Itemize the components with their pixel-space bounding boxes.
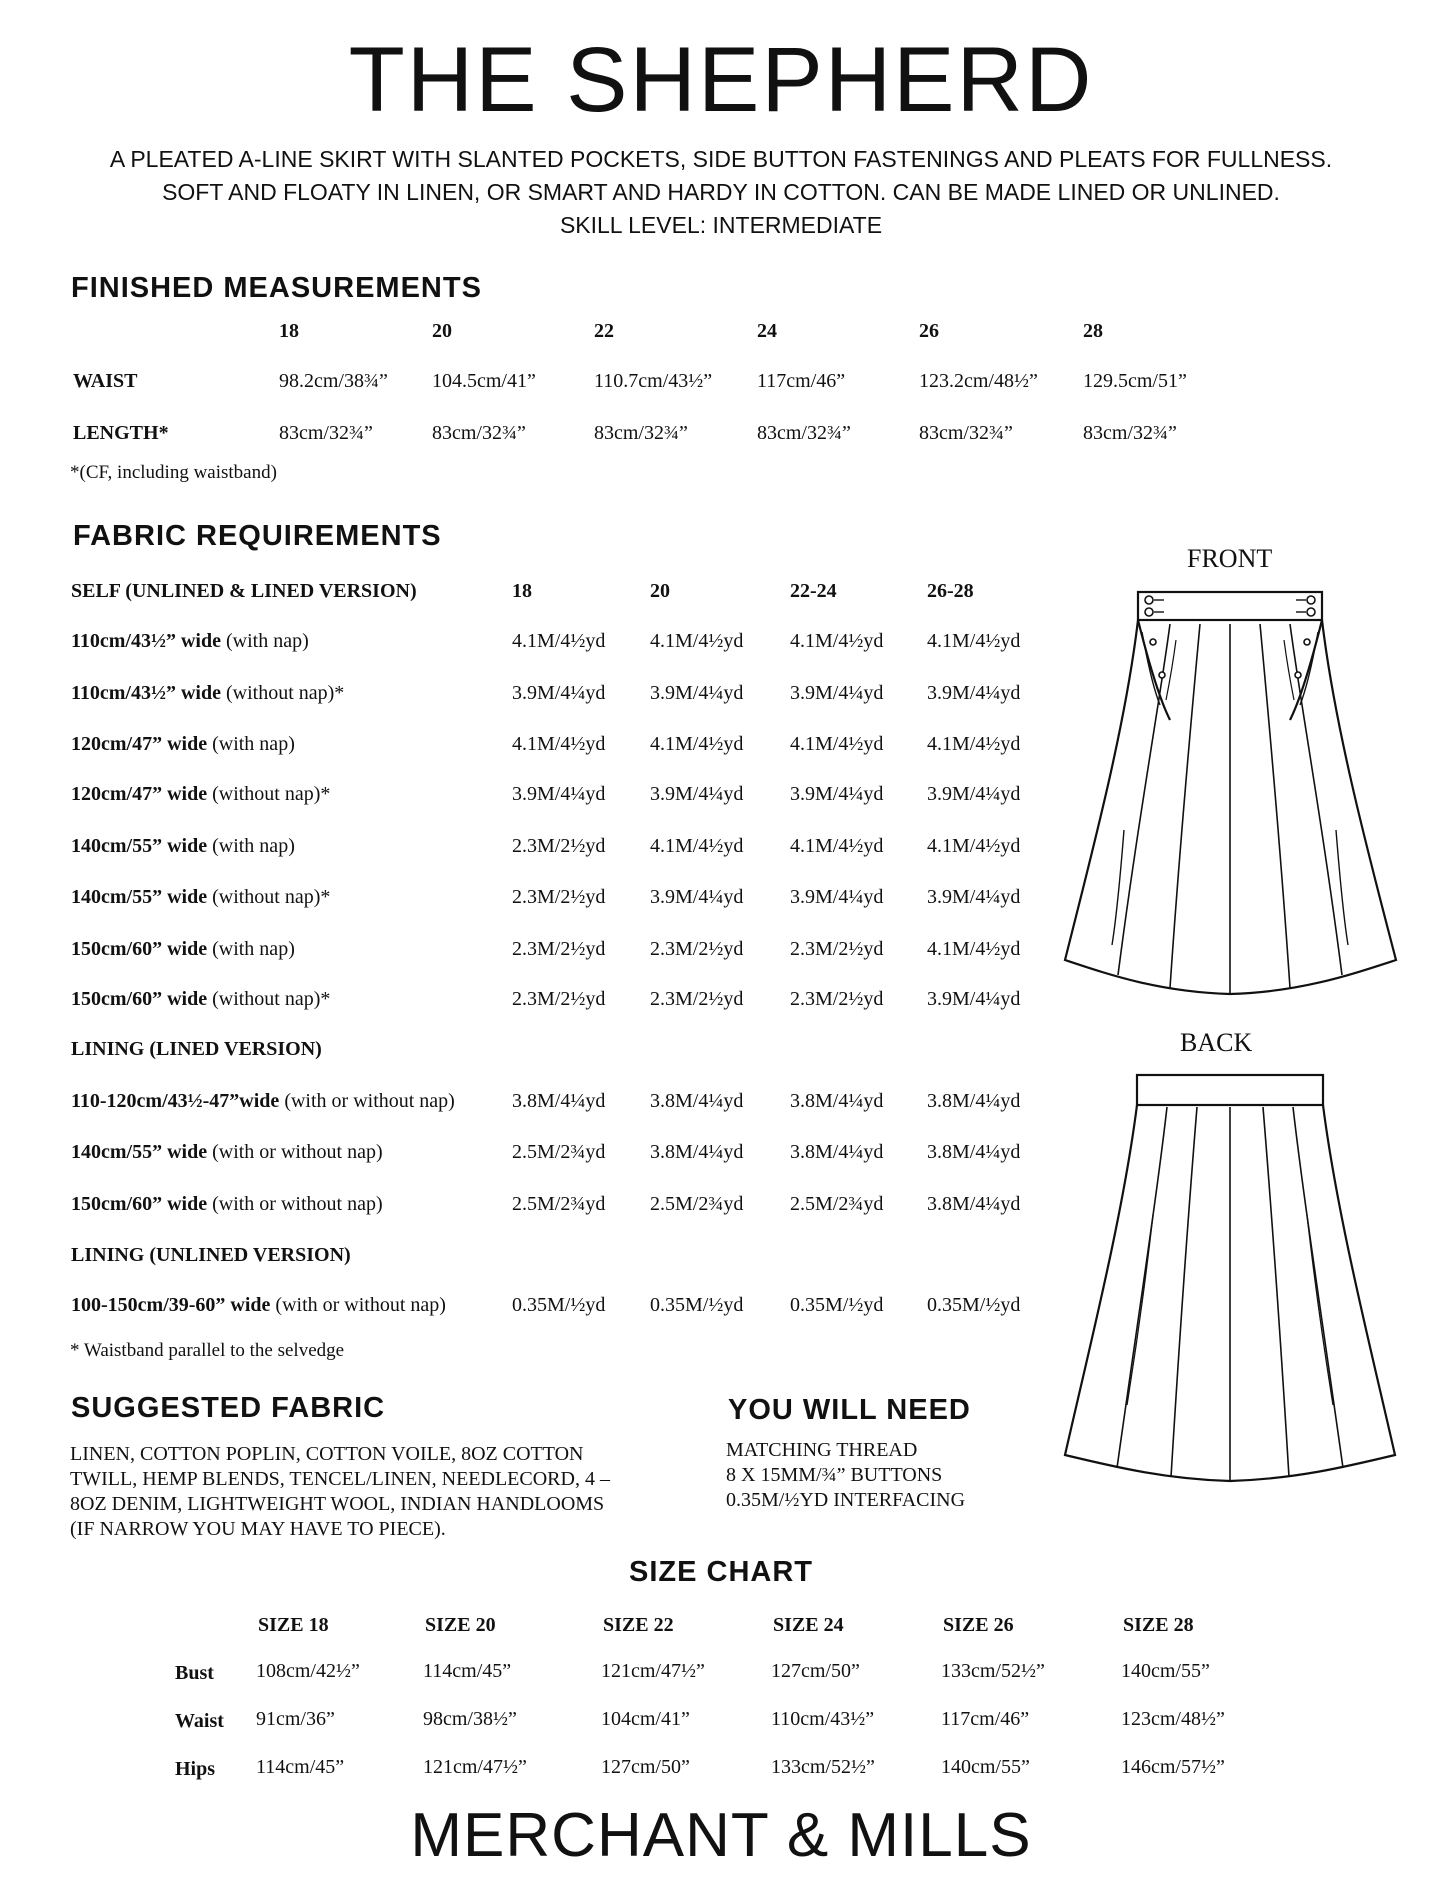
fabric-cell: 3.8M/4¼yd: [927, 1090, 1021, 1112]
finished-size-header: 18: [279, 320, 299, 342]
fabric-width: 120cm/47” wide: [71, 783, 208, 805]
fabric-cell: 4.1M/4½yd: [650, 630, 744, 652]
fabric-note: * Waistband parallel to the selvedge: [70, 1340, 345, 1361]
need-item: MATCHING THREAD: [726, 1439, 918, 1461]
finished-note: *(CF, including waistband): [70, 462, 277, 483]
size-chart-cell: 133cm/52½”: [771, 1756, 875, 1778]
size-chart-header: SIZE 20: [425, 1614, 496, 1636]
fabric-width: 110cm/43½” wide: [71, 630, 221, 652]
fabric-cell: 4.1M/4½yd: [790, 733, 884, 755]
size-chart-row-label: Bust: [175, 1662, 214, 1684]
suggested-line: 8OZ DENIM, LIGHTWEIGHT WOOL, INDIAN HANDLOOMS: [70, 1493, 605, 1515]
fabric-size-header: 18: [512, 580, 532, 602]
fabric-row-label: [71, 835, 295, 858]
fabric-cell: 3.8M/4¼yd: [790, 1141, 884, 1163]
fabric-nap-note: (with nap): [207, 835, 295, 857]
fabric-size-header: 20: [650, 580, 670, 602]
fabric-cell: 3.9M/4¼yd: [790, 783, 884, 805]
page-title: THE SHEPHERD: [348, 29, 1094, 131]
finished-size-header: 28: [1083, 320, 1103, 342]
fabric-row-label: [71, 783, 330, 806]
fabric-width: 150cm/60” wide: [71, 938, 208, 960]
fabric-cell: 3.8M/4¼yd: [650, 1090, 744, 1112]
size-chart-cell: 133cm/52½”: [941, 1660, 1045, 1682]
fabric-cell: 3.8M/4¼yd: [650, 1141, 744, 1163]
size-chart-cell: 114cm/45”: [256, 1756, 345, 1778]
size-chart-cell: 91cm/36”: [256, 1708, 335, 1730]
fabric-cell: 2.5M/2¾yd: [790, 1193, 884, 1215]
fabric-cell: 4.1M/4½yd: [650, 835, 744, 857]
fabric-nap-note: (with or without nap): [279, 1090, 455, 1112]
fabric-row-label: [71, 733, 295, 756]
size-chart-heading: SIZE CHART: [629, 1556, 813, 1588]
size-chart-header: SIZE 26: [943, 1614, 1014, 1636]
fabric-nap-note: (without nap)*: [221, 682, 345, 704]
fabric-cell: 3.9M/4¼yd: [790, 682, 884, 704]
size-chart-row-label: Waist: [175, 1710, 224, 1732]
size-chart-cell: 146cm/57½”: [1121, 1756, 1225, 1778]
fabric-cell: 4.1M/4½yd: [927, 733, 1021, 755]
size-chart-row-label: Hips: [175, 1758, 216, 1780]
fabric-cell: 3.9M/4¼yd: [512, 783, 606, 805]
fabric-nap-note: (with nap): [221, 630, 309, 652]
fabric-size-header: 26-28: [927, 580, 974, 602]
suggested-fabric-text: [70, 1442, 610, 1542]
fabric-width: 110cm/43½” wide: [71, 682, 221, 704]
fabric-cell: 2.5M/2¾yd: [512, 1193, 606, 1215]
fabric-cell: 4.1M/4½yd: [650, 733, 744, 755]
finished-measurements-heading: FINISHED MEASUREMENTS: [71, 272, 482, 304]
fabric-cell: 2.3M/2½yd: [650, 988, 744, 1010]
brand-logo-text: MERCHANT & MILLS: [410, 1801, 1032, 1870]
fabric-cell: 3.8M/4¼yd: [927, 1141, 1021, 1163]
fabric-cell: 3.8M/4¼yd: [927, 1193, 1021, 1215]
finished-cell: 83cm/32¾”: [279, 422, 373, 444]
fabric-cell: 2.5M/2¾yd: [512, 1141, 606, 1163]
finished-size-header: 24: [757, 320, 777, 342]
fabric-cell: 2.3M/2½yd: [512, 886, 606, 908]
fabric-row-label: [71, 1193, 383, 1216]
fabric-cell: 0.35M/½yd: [790, 1294, 884, 1316]
fabric-cell: 0.35M/½yd: [512, 1294, 606, 1316]
size-chart-cell: 140cm/55”: [941, 1756, 1030, 1778]
fabric-nap-note: (without nap)*: [207, 783, 331, 805]
size-chart-header: SIZE 24: [773, 1614, 844, 1636]
size-chart-cell: 114cm/45”: [423, 1660, 512, 1682]
need-item: 0.35M/½YD INTERFACING: [726, 1489, 966, 1511]
size-chart-cell: 123cm/48½”: [1121, 1708, 1225, 1730]
size-chart-cell: 110cm/43½”: [771, 1708, 875, 1730]
finished-cell: 129.5cm/51”: [1083, 370, 1187, 392]
skill-level: SKILL LEVEL: INTERMEDIATE: [559, 212, 883, 238]
fabric-cell: 2.3M/2½yd: [512, 988, 606, 1010]
fabric-cell: 4.1M/4½yd: [512, 630, 606, 652]
fabric-nap-note: (with or without nap): [207, 1141, 383, 1163]
fabric-cell: 4.1M/4½yd: [790, 630, 884, 652]
fabric-nap-note: (with or without nap): [207, 1193, 383, 1215]
fabric-row-label: [71, 938, 295, 961]
fabric-cell: 3.8M/4¼yd: [790, 1090, 884, 1112]
fabric-width: 150cm/60” wide: [71, 1193, 208, 1215]
self-fabric-heading: SELF (UNLINED & LINED VERSION): [71, 580, 417, 602]
size-chart-cell: 117cm/46”: [941, 1708, 1030, 1730]
fabric-cell: 4.1M/4½yd: [512, 733, 606, 755]
need-item: 8 X 15MM/¾” BUTTONS: [726, 1464, 943, 1486]
finished-size-header: 26: [919, 320, 939, 342]
intro-line-2: SOFT AND FLOATY IN LINEN, OR SMART AND HARDY IN COTTON. CAN BE MADE LINED OR UNLINED.: [162, 179, 1280, 205]
fabric-cell: 3.9M/4¼yd: [650, 886, 744, 908]
fabric-cell: 4.1M/4½yd: [927, 630, 1021, 652]
fabric-width: 140cm/55” wide: [71, 835, 208, 857]
suggested-fabric-heading: SUGGESTED FABRIC: [71, 1392, 386, 1424]
you-will-need-list: [726, 1438, 965, 1513]
fabric-row-label: [71, 1294, 446, 1317]
fabric-cell: 3.9M/4¼yd: [650, 682, 744, 704]
front-label: FRONT: [1187, 544, 1273, 573]
back-label: BACK: [1180, 1028, 1253, 1057]
finished-cell: 83cm/32¾”: [594, 422, 688, 444]
fabric-nap-note: (without nap)*: [207, 988, 331, 1010]
fabric-cell: 2.3M/2½yd: [512, 938, 606, 960]
fabric-cell: 2.3M/2½yd: [790, 938, 884, 960]
finished-cell: 83cm/32¾”: [432, 422, 526, 444]
fabric-cell: 2.3M/2½yd: [650, 938, 744, 960]
fabric-width: 140cm/55” wide: [71, 886, 208, 908]
fabric-cell: 3.9M/4¼yd: [927, 783, 1021, 805]
finished-size-header: 20: [432, 320, 452, 342]
fabric-width: 150cm/60” wide: [71, 988, 208, 1010]
size-chart-cell: 127cm/50”: [771, 1660, 860, 1682]
finished-cell: 83cm/32¾”: [919, 422, 1013, 444]
fabric-width: 140cm/55” wide: [71, 1141, 208, 1163]
fabric-nap-note: (without nap)*: [207, 886, 331, 908]
finished-cell: 83cm/32¾”: [1083, 422, 1177, 444]
fabric-row-label: [71, 682, 344, 705]
finished-cell: 104.5cm/41”: [432, 370, 536, 392]
size-chart-header: SIZE 18: [258, 1614, 329, 1636]
fabric-size-header: 22-24: [790, 580, 837, 602]
size-chart-header: SIZE 22: [603, 1614, 674, 1636]
fabric-cell: 3.9M/4¼yd: [512, 682, 606, 704]
fabric-cell: 3.9M/4¼yd: [927, 886, 1021, 908]
fabric-width: 110-120cm/43½-47”wide: [71, 1090, 280, 1112]
size-chart-cell: 98cm/38½”: [423, 1708, 517, 1730]
finished-cell: 117cm/46”: [757, 370, 846, 392]
suggested-line: (IF NARROW YOU MAY HAVE TO PIECE).: [70, 1518, 446, 1540]
finished-cell: 98.2cm/38¾”: [279, 370, 388, 392]
fabric-nap-note: (with nap): [207, 938, 295, 960]
fabric-cell: 4.1M/4½yd: [927, 835, 1021, 857]
fabric-cell: 3.9M/4¼yd: [927, 988, 1021, 1010]
fabric-row-label: [71, 1090, 455, 1113]
finished-cell: 123.2cm/48½”: [919, 370, 1038, 392]
you-will-need-heading: YOU WILL NEED: [728, 1394, 971, 1426]
skirt-back-illustration: [1055, 1065, 1405, 1485]
skirt-front-illustration: [1050, 580, 1410, 1000]
finished-size-header: 22: [594, 320, 614, 342]
size-chart-cell: 140cm/55”: [1121, 1660, 1210, 1682]
finished-row-label: WAIST: [73, 370, 138, 392]
size-chart-cell: 121cm/47½”: [601, 1660, 705, 1682]
fabric-cell: 2.3M/2½yd: [512, 835, 606, 857]
fabric-cell: 0.35M/½yd: [927, 1294, 1021, 1316]
lining-unlined-heading: LINING (UNLINED VERSION): [71, 1244, 351, 1266]
fabric-requirements-heading: FABRIC REQUIREMENTS: [73, 520, 442, 552]
size-chart-cell: 108cm/42½”: [256, 1660, 360, 1682]
fabric-cell: 3.9M/4¼yd: [927, 682, 1021, 704]
fabric-row-label: [71, 1141, 383, 1164]
fabric-cell: 3.9M/4¼yd: [650, 783, 744, 805]
suggested-line: TWILL, HEMP BLENDS, TENCEL/LINEN, NEEDLECORD, 4 –: [70, 1468, 610, 1490]
finished-cell: 83cm/32¾”: [757, 422, 851, 444]
fabric-cell: 2.5M/2¾yd: [650, 1193, 744, 1215]
fabric-row-label: [71, 988, 330, 1011]
size-chart-cell: 104cm/41”: [601, 1708, 690, 1730]
lining-lined-heading: LINING (LINED VERSION): [71, 1038, 322, 1060]
fabric-width: 120cm/47” wide: [71, 733, 208, 755]
fabric-cell: 2.3M/2½yd: [790, 988, 884, 1010]
fabric-cell: 4.1M/4½yd: [790, 835, 884, 857]
finished-cell: 110.7cm/43½”: [594, 370, 713, 392]
fabric-nap-note: (with or without nap): [270, 1294, 446, 1316]
size-chart-cell: 127cm/50”: [601, 1756, 690, 1778]
size-chart-cell: 121cm/47½”: [423, 1756, 527, 1778]
fabric-row-label: [71, 630, 309, 653]
intro-line-1: A PLEATED A-LINE SKIRT WITH SLANTED POCKETS, SIDE BUTTON FASTENINGS AND PLEATS FOR FULLNESS.: [109, 146, 1333, 172]
fabric-cell: 0.35M/½yd: [650, 1294, 744, 1316]
fabric-nap-note: (with nap): [207, 733, 295, 755]
finished-row-label: LENGTH*: [73, 422, 169, 444]
fabric-width: 100-150cm/39-60” wide: [71, 1294, 271, 1316]
fabric-row-label: [71, 886, 330, 909]
suggested-line: LINEN, COTTON POPLIN, COTTON VOILE, 8OZ COTTON: [70, 1443, 584, 1465]
fabric-cell: 3.9M/4¼yd: [790, 886, 884, 908]
fabric-cell: 4.1M/4½yd: [927, 938, 1021, 960]
size-chart-header: SIZE 28: [1123, 1614, 1194, 1636]
fabric-cell: 3.8M/4¼yd: [512, 1090, 606, 1112]
